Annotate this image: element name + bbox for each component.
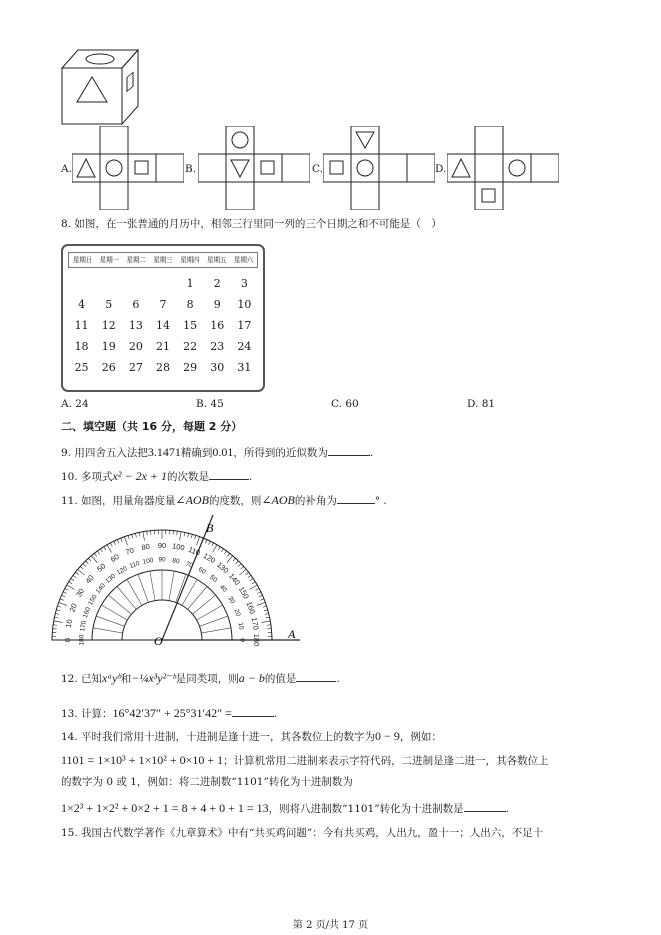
q9-mid: 精确到 [180,447,213,459]
calendar-cell: 1 [186,277,194,290]
answer-blank [464,800,506,812]
answer-blank [296,670,336,682]
protractor-tick [212,543,214,547]
calendar-cell [68,277,95,295]
q11-angle: ∠AOB [175,493,209,507]
protractor-tick [100,549,102,552]
calendar-cell: 16 [210,319,225,332]
protractor-inner-label: 30 [226,595,236,605]
q8-option-a: A. 24 [61,398,89,410]
protractor-tick [256,588,260,590]
calendar-cell: 2 [213,277,221,290]
protractor-outer-label: 40 [83,573,96,586]
protractor-outer-label: 80 [140,541,151,553]
protractor-tick [73,575,76,577]
protractor-inner-label: 100 [142,557,155,566]
q14-end: . [505,803,509,815]
protractor-ray [197,605,223,620]
protractor-tick [69,582,72,584]
protractor-outer-label: 110 [187,544,202,558]
calendar-cell: 20 [128,340,143,353]
protractor-outer-label: 160 [244,600,258,616]
q11-pre: 11. 如图，用量角器度量 [61,495,176,507]
calendar-cell: 8 [186,298,194,311]
question-14-line-2 [61,753,549,768]
calendar-header-cell: 星期四 [180,256,200,264]
calendar-cell: 21 [155,340,170,353]
protractor-tick [114,541,116,545]
label-o: O [154,634,163,646]
protractor-tick [213,545,218,553]
protractor-inner-label: 50 [208,573,219,584]
option-d-label: D. [435,163,447,175]
protractor-tick [54,617,58,618]
protractor-inner-label: 80 [171,557,181,566]
q8-option-b: B. 45 [196,398,224,410]
q11-mid: 的度数，则 [208,495,262,507]
q8-option-d: D. 81 [467,398,496,410]
option-b-label: B. [185,163,197,175]
protractor-tick [218,547,220,550]
question-13 [61,705,277,721]
protractor-tick [249,585,257,590]
protractor-inner-label: 140 [94,582,108,596]
q13-end: . [273,708,278,720]
protractor-inner-label: 110 [128,559,141,571]
question-12 [61,670,340,686]
net-option-c [323,126,435,210]
q10-poly: x² − 2x + 1 [112,469,167,483]
q10-post: 的次数是 [167,471,209,483]
protractor-tick [56,610,60,611]
q12-post2: 的值是 [264,673,297,685]
q12-t2: −¼x³y²⁻ᵇ [131,671,176,685]
protractor-inner-label: 180 [78,634,86,646]
calendar-cell: 10 [237,298,252,311]
q9-num: 3.1471 [147,445,181,459]
protractor-outer-label: 50 [95,561,108,574]
q13-pre: 13. 计算： [61,708,113,720]
protractor-tick [252,582,255,584]
protractor-figure [40,512,310,646]
protractor-tick [236,561,239,564]
protractor-tick [75,572,78,574]
q14-l4-math: 1×2³ + 1×2² + 0×2 + 1 = 8 + 4 + 0 + 1 = 13 [61,801,269,815]
q12-post: 是同类项，则 [175,673,239,685]
q9-pre: 9. 用四舍五入法把 [61,447,148,459]
page-footer: 第 2 页/共 17 页 [292,920,369,931]
protractor-inner-label: 0 [238,638,246,642]
protractor-tick [261,621,270,623]
protractor-inner-label: 40 [218,583,229,594]
protractor-ray [188,586,207,609]
calendar-cell: 11 [74,319,89,332]
q11-post: 的补角为 [294,495,337,507]
section-2-title: 二、填空题（共 16 分，每题 2 分） [61,420,243,433]
protractor-tick [205,540,207,544]
protractor-inner-label: 90 [158,556,166,564]
calendar-row [68,319,258,337]
protractor-tick [67,585,75,590]
protractor-tick [135,533,136,537]
q12-expr: a − b [238,671,265,685]
calendar-cell: 13 [128,319,143,332]
calendar-cell: 19 [101,340,116,353]
question-14-line-4 [61,800,509,816]
protractor-tick [180,532,182,541]
protractor-tick [78,569,85,575]
protractor-tick [117,540,119,544]
protractor-tick [248,575,251,577]
option-a-label: A. [61,163,72,175]
protractor-tick [257,602,265,605]
protractor-tick [94,553,96,556]
protractor-inner-label: 130 [104,572,118,586]
q10-end: . [249,471,253,483]
calendar-header-cell: 星期六 [233,256,254,264]
protractor-outer-label: 140 [226,571,242,587]
protractor-tick [260,599,264,600]
protractor-outer-label: 20 [67,602,79,614]
protractor-tick [63,592,67,594]
answer-blank [328,444,370,456]
protractor-tick [263,606,267,607]
label-a: A [288,627,296,641]
protractor-tick [246,572,249,574]
calendar-cell: 29 [183,361,198,374]
calendar-row [68,361,258,379]
answer-blank [209,468,249,480]
calendar-cell: 25 [74,361,89,374]
calendar-cell: 9 [213,298,221,311]
q9-end: . [369,447,374,459]
protractor-outer-label: 130 [215,560,231,576]
protractor-tick [80,566,83,569]
q12-end: . [336,673,340,685]
protractor-tick [104,547,106,550]
protractor-tick [57,606,61,607]
calendar-figure [61,244,265,392]
protractor-tick [59,602,67,605]
calendar-header [68,252,258,268]
q14-l2-math: 1101 = 1×10³ + 1×10² + 0×10 + 1 [61,753,224,767]
option-c-label: C. [312,163,323,175]
net-option-a [72,126,184,210]
protractor-tick [86,561,89,564]
calendar-cell: 30 [210,361,225,374]
question-15: 15. 我国古代数学著作《九章算术》中有“共买鸡问题”：今有共买鸡，人出九，盈十一；人出六，不足十 [61,827,544,839]
protractor-ray [93,628,123,633]
calendar-header-cell: 星期五 [207,256,227,264]
protractor-ray [150,571,155,601]
protractor-ray [101,605,127,620]
protractor-tick [88,558,91,561]
q10-pre: 10. 多项式 [61,471,113,483]
protractor-tick [241,566,244,569]
calendar-cell: 12 [101,319,116,332]
calendar-cell: 18 [74,340,89,353]
protractor-tick [53,625,57,626]
net-option-b [198,126,310,210]
q14-l1: 14. 平时我们常用十进制，十进制是逢十进一，其各数位上的数字为 [61,731,376,743]
protractor-tick [97,551,99,554]
calendar-header-cell: 星期二 [126,256,146,264]
calendar-cell [95,277,122,295]
calendar-cell: 4 [78,298,86,311]
protractor-ray [200,616,228,626]
q14-l4: ，则将八进制数“1101”转化为十进制数是 [268,803,464,815]
calendar-cell: 31 [237,361,252,374]
protractor-ray [182,579,197,605]
calendar-cell: 27 [128,361,143,374]
protractor-tick [195,535,196,539]
protractor-tick [177,531,178,535]
protractor-tick [65,588,69,590]
cube-figure [56,44,148,126]
protractor-tick [266,617,270,618]
protractor-tick [91,556,97,563]
protractor-tick [224,551,226,554]
question-8-text: 8. 如图，在一张普通的月历中，相邻三行里同一列的三个日期之和不可能是（ ） [61,218,442,230]
calendar-cell: 5 [105,298,113,311]
protractor-ray [117,586,136,609]
net-option-d [447,126,559,210]
calendar-cell: 14 [155,319,170,332]
protractor-inner-label: 20 [232,608,242,618]
protractor-tick [71,578,74,580]
calendar-row [68,340,258,358]
protractor-tick [54,621,63,623]
protractor-tick [239,569,246,575]
protractor-tick [55,613,59,614]
protractor-tick [267,625,271,626]
protractor-inner-label: 170 [79,620,88,633]
calendar-cell: 28 [155,361,170,374]
calendar-cell: 23 [210,340,225,353]
protractor-outer-label: 100 [171,541,186,553]
calendar-cell [122,277,149,295]
calendar-header-cell: 星期三 [153,256,173,264]
protractor-outer-label: 70 [124,545,136,557]
protractor-ray [193,595,216,614]
q13-expr: 16°42′37″ + 25°31′42″ = [112,706,232,720]
protractor-ray [108,595,131,614]
protractor-outer-label: 120 [201,551,217,566]
protractor-tick [139,532,140,536]
calendar-header-cell: 星期日 [72,256,93,264]
answer-blank [337,492,375,504]
calendar-cell: 22 [183,340,198,353]
q9-num2: 0.01 [212,445,234,459]
q9-post: ，所得到的近似数为 [233,447,328,459]
protractor-ray [201,628,231,633]
q14-l1-end: ，例如： [399,731,442,743]
protractor-tick [184,532,185,536]
question-9 [61,444,373,460]
protractor-tick [227,553,229,556]
protractor-ray [169,571,174,601]
protractor-inner-label: 160 [81,606,93,620]
q11-angle2: ∠AOB [261,493,295,507]
protractor-tick [188,533,189,537]
protractor-tick [83,564,86,567]
protractor-tick [124,537,127,545]
calendar-cell: 26 [101,361,116,374]
protractor-tick [147,531,148,535]
protractor-tick [121,538,122,542]
protractor-tick [208,541,210,545]
protractor-inner-label: 10 [236,621,245,631]
protractor-inner-label: 120 [115,565,129,577]
protractor-outer-label: 30 [74,586,87,599]
protractor-tick [191,534,192,538]
label-b: B [206,521,214,535]
q8-option-c: C. 60 [331,398,359,410]
protractor-tick [250,578,253,580]
calendar-cell: 15 [183,319,198,332]
q14-l2: ；计算机常用二进制来表示字符代码，二进制是逢二进一，其各数位上 [223,755,549,767]
protractor-ray [127,579,142,605]
protractor-tick [264,610,268,611]
q14-l3: 的数字为 0 或 1，例如：将二进制数“1101”转化为十进制数为 [61,776,353,788]
q11-end: ° . [374,495,387,507]
protractor-outer-label: 170 [249,616,261,631]
protractor-outer-label: 10 [63,618,75,629]
question-14-line-1 [61,729,442,744]
protractor-ray [96,616,124,626]
question-11 [61,492,387,508]
protractor-tick [128,535,129,539]
protractor-outer-label: 180 [252,633,262,646]
protractor-tick [62,595,66,597]
answer-blank [232,705,274,717]
q14-l1-math: 0 − 9 [375,729,400,743]
question-10 [61,468,252,484]
protractor-tick [233,558,236,561]
calendar-cell: 24 [237,340,252,353]
protractor-outer-label: 90 [157,540,167,550]
protractor-tick [110,543,112,547]
protractor-tick [259,595,263,597]
protractor-tick [257,592,261,594]
protractor-inner-label: 70 [184,560,194,570]
calendar-cell [149,277,176,295]
protractor-inner-label: 60 [197,566,207,576]
protractor-tick [132,534,133,538]
calendar-cell: 3 [240,277,248,290]
calendar-row [68,298,258,316]
protractor-ray [138,574,148,602]
q12-pre: 12. 已知 [61,673,103,685]
calendar-cell: 7 [159,298,167,311]
question-14-line-3 [61,775,353,789]
protractor-tick [221,549,223,552]
calendar-row [68,277,258,295]
protractor-ray [176,574,186,602]
protractor-outer-label: 0 [62,637,72,643]
protractor-tick [238,564,241,567]
protractor-tick [197,537,200,545]
calendar-cell: 17 [237,319,252,332]
q12-and: 和 [120,673,132,685]
protractor-inner-label: 150 [87,593,99,607]
calendar-header-cell: 星期一 [99,256,119,264]
protractor-outer-label: 60 [108,552,121,565]
calendar-cell: 6 [132,298,140,311]
protractor-tick [60,599,64,600]
q12-t1: xᵃyᵇ [102,671,121,685]
protractor-tick [143,532,145,541]
protractor-tick [265,613,269,614]
protractor-tick [227,556,233,563]
protractor-outer-label: 150 [236,585,251,601]
protractor-tick [107,545,112,553]
